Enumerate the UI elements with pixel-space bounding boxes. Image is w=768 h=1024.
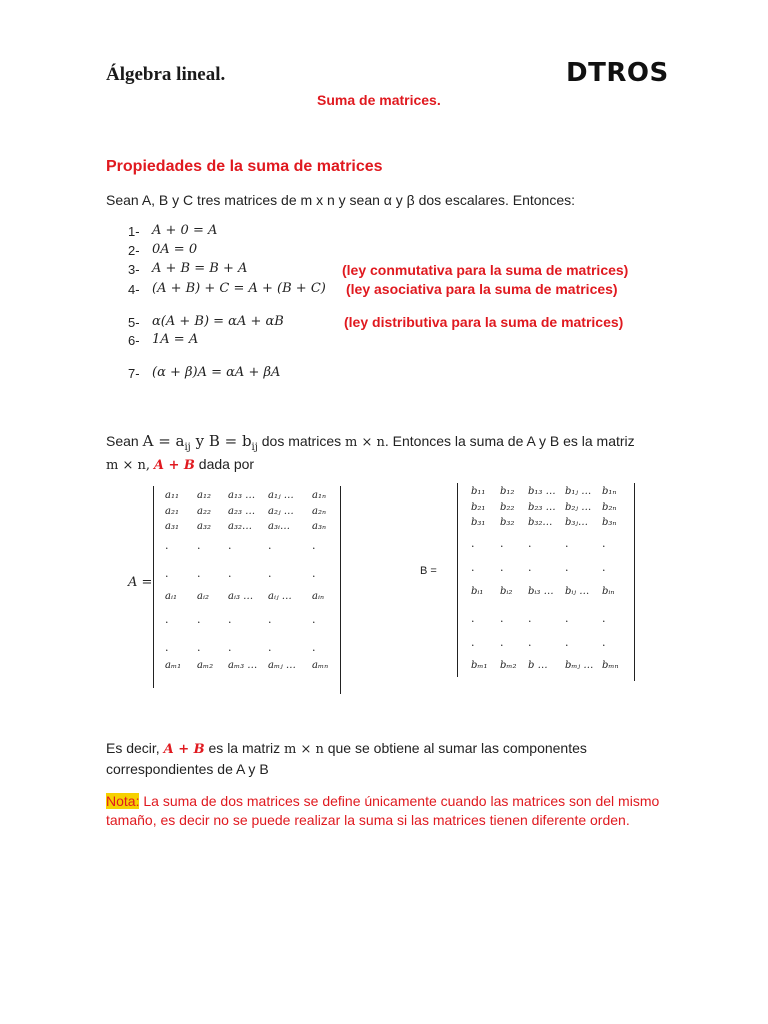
property-formula: (A + B) + C = A + (B + C) bbox=[152, 281, 326, 296]
matrix-b-cell: . bbox=[528, 537, 532, 550]
matrix-b-cell: . bbox=[500, 612, 504, 625]
matrix-b-cell: . bbox=[565, 636, 569, 649]
matrix-b-cell: . bbox=[471, 561, 475, 574]
matrix-a-cell: aᵢ₁ bbox=[165, 591, 177, 602]
matrix-a-cell: a₃₁ bbox=[165, 521, 179, 532]
matrix-a-cell: aᵢⱼ … bbox=[268, 591, 292, 602]
matrix-b-cell: . bbox=[528, 636, 532, 649]
definition-conjunction: y bbox=[190, 432, 209, 450]
conclusion-line-1 bbox=[106, 740, 587, 757]
matrix-b-cell: . bbox=[602, 636, 606, 649]
matrix-a-cell: a₁ₙ bbox=[312, 490, 327, 501]
matrix-a-cell: . bbox=[165, 613, 169, 626]
matrix-a-cell: aₘ₁ bbox=[165, 660, 182, 671]
matrix-a-cell: . bbox=[228, 567, 232, 580]
matrix-a-subscript: ij bbox=[184, 441, 191, 453]
property-formula: 0A = 0 bbox=[152, 242, 198, 257]
property-note: (ley conmutativa para la suma de matrices) bbox=[342, 262, 629, 278]
matrix-b-cell: b₂₂ bbox=[500, 502, 515, 513]
matrix-b-cell: bᵢ₁ bbox=[471, 586, 484, 597]
matrix-a-cell: aₘₙ bbox=[312, 660, 329, 671]
matrix-a-cell: aₘⱼ … bbox=[268, 660, 296, 671]
matrix-a-cell: a₁₃ … bbox=[228, 490, 256, 501]
matrix-a-cell: a₂ⱼ … bbox=[268, 506, 294, 517]
property-number: 4- bbox=[128, 282, 140, 297]
matrix-a-cell: aᵢ₂ bbox=[197, 591, 209, 602]
matrix-b-cell: bᵢ₂ bbox=[500, 586, 513, 597]
document-subtitle: Suma de matrices. bbox=[317, 92, 441, 108]
matrix-b-cell: . bbox=[500, 537, 504, 550]
conclusion-mid: es la matriz bbox=[204, 740, 284, 756]
conclusion-prefix: Es decir, bbox=[106, 740, 164, 756]
matrix-b-cell: . bbox=[602, 537, 606, 550]
matrix-b-cell: b₃₁ bbox=[471, 517, 486, 528]
matrix-b-cell: . bbox=[565, 612, 569, 625]
definition-prefix: Sean bbox=[106, 433, 143, 449]
matrix-b-cell: . bbox=[565, 561, 569, 574]
matrix-a-cell: . bbox=[197, 641, 201, 654]
definition-sum-label: A + B bbox=[153, 458, 195, 473]
matrix-b-right-bracket bbox=[634, 483, 635, 681]
definition-mxn: m × n bbox=[345, 435, 385, 450]
matrix-a-cell: . bbox=[312, 641, 316, 654]
matrix-b-cell: bₘ₁ bbox=[471, 660, 488, 671]
matrix-b-cell: . bbox=[471, 537, 475, 550]
definition-mid: dos matrices bbox=[257, 433, 345, 449]
matrix-a-cell: . bbox=[197, 539, 201, 552]
conclusion-line-2: correspondientes de A y B bbox=[106, 761, 269, 777]
matrix-a-cell: a₂ₙ bbox=[312, 506, 327, 517]
matrix-b-left-bracket bbox=[457, 483, 458, 677]
matrix-b-cell: b₂ⱼ … bbox=[565, 502, 592, 513]
matrix-b-cell: bₘₙ bbox=[602, 660, 619, 671]
matrix-a-cell: . bbox=[197, 613, 201, 626]
matrix-b-cell: b₁₂ bbox=[500, 486, 515, 497]
note-line-1 bbox=[106, 793, 659, 809]
matrix-a-left-bracket bbox=[153, 486, 154, 688]
conclusion-sum-label: A + B bbox=[163, 742, 205, 757]
definition-suffix: . Entonces la suma de A y B es la matriz bbox=[384, 433, 635, 449]
matrix-a-cell: . bbox=[312, 567, 316, 580]
matrix-a-cell: . bbox=[228, 641, 232, 654]
matrix-b-cell: b₃₂ bbox=[500, 517, 515, 528]
definition-line2-suffix: dada por bbox=[194, 456, 255, 472]
document-title: Álgebra lineal. bbox=[106, 64, 226, 85]
matrix-b-definition: B = b bbox=[208, 432, 252, 450]
matrix-b-cell: . bbox=[471, 612, 475, 625]
matrix-b-cell: . bbox=[528, 561, 532, 574]
property-formula: 1A = A bbox=[152, 332, 199, 347]
property-note: (ley distributiva para la suma de matrices) bbox=[344, 314, 624, 330]
matrix-b-cell: b₃ⱼ… bbox=[565, 517, 589, 528]
matrix-a-cell: a₃₂… bbox=[228, 521, 252, 532]
property-formula: α(A + B) = αA + αB bbox=[152, 314, 284, 329]
property-formula: A + B = B + A bbox=[152, 261, 248, 276]
matrix-a-cell: a₁ⱼ … bbox=[268, 490, 294, 501]
matrix-b-cell: bᵢₙ bbox=[602, 586, 615, 597]
matrix-a-cell: . bbox=[268, 567, 272, 580]
matrix-b-cell: b₁ⱼ … bbox=[565, 486, 592, 497]
matrix-b-cell: . bbox=[602, 561, 606, 574]
matrix-a-cell: . bbox=[228, 613, 232, 626]
matrix-b-cell: . bbox=[500, 636, 504, 649]
matrix-b-cell: b₃₂… bbox=[528, 517, 553, 528]
matrix-b-cell: b₁₁ bbox=[471, 486, 486, 497]
definition-line-2 bbox=[106, 456, 254, 473]
matrix-a-cell: . bbox=[197, 567, 201, 580]
matrix-a-cell: a₁₂ bbox=[197, 490, 211, 501]
matrix-b-cell: bₘ₂ bbox=[500, 660, 517, 671]
matrix-a-cell: a₃ₙ bbox=[312, 521, 327, 532]
matrix-a-cell: a₂₁ bbox=[165, 506, 179, 517]
conclusion-suffix: que se obtiene al sumar las componentes bbox=[323, 740, 587, 756]
matrix-b-cell: bₘⱼ … bbox=[565, 660, 594, 671]
matrix-b-cell: b₃ₙ bbox=[602, 517, 617, 528]
matrix-a-cell: a₂₃ … bbox=[228, 506, 256, 517]
matrix-b-cell: b₂₃ … bbox=[528, 502, 556, 513]
matrix-b-cell: b₂₁ bbox=[471, 502, 486, 513]
matrix-b-cell: . bbox=[500, 561, 504, 574]
property-note: (ley asociativa para la suma de matrices) bbox=[346, 281, 618, 297]
matrix-a-cell: . bbox=[268, 641, 272, 654]
matrix-a-cell: a₂₂ bbox=[197, 506, 211, 517]
section-heading: Propiedades de la suma de matrices bbox=[106, 158, 383, 175]
matrix-a-cell: a₁₁ bbox=[165, 490, 179, 501]
brand-logo: DTROS bbox=[566, 58, 669, 88]
conclusion-mxn: m × n bbox=[283, 742, 324, 757]
matrix-a-cell: . bbox=[312, 539, 316, 552]
property-number: 1- bbox=[128, 224, 140, 239]
property-formula: A + 0 = A bbox=[152, 223, 218, 238]
matrix-a-label: A = bbox=[128, 575, 153, 590]
property-number: 3- bbox=[128, 262, 140, 277]
property-number: 7- bbox=[128, 366, 140, 381]
matrix-b-cell: . bbox=[602, 612, 606, 625]
matrix-b-subscript: ij bbox=[251, 441, 258, 453]
note-label: Nota: bbox=[106, 793, 140, 809]
matrix-b-cell: b₂ₙ bbox=[602, 502, 617, 513]
matrix-b-label: B = bbox=[420, 565, 437, 577]
matrix-b-cell: b₁ₙ bbox=[602, 486, 617, 497]
matrix-a-cell: . bbox=[312, 613, 316, 626]
property-number: 5- bbox=[128, 315, 140, 330]
matrix-a-cell: . bbox=[268, 539, 272, 552]
matrix-b-cell: bᵢ₃ … bbox=[528, 586, 554, 597]
matrix-b-cell: b … bbox=[528, 660, 548, 671]
note-text: La suma de dos matrices se define únicamente cuando las matrices son del mismo bbox=[139, 793, 660, 809]
matrix-a-cell: . bbox=[268, 613, 272, 626]
definition-line-1 bbox=[106, 432, 635, 453]
definition-line2-mxn: m × n, bbox=[106, 458, 150, 473]
matrix-a-cell: . bbox=[165, 641, 169, 654]
matrix-a-cell: aᵢₙ bbox=[312, 591, 325, 602]
property-formula: (α + β)A = αA + βA bbox=[152, 365, 281, 380]
matrix-a-cell: a₃ᵢ… bbox=[268, 521, 290, 532]
matrix-b-cell: . bbox=[565, 537, 569, 550]
matrix-a-cell: aₘ₂ bbox=[197, 660, 214, 671]
matrix-b-cell: . bbox=[528, 612, 532, 625]
matrix-b-cell: . bbox=[471, 636, 475, 649]
matrix-a-cell: . bbox=[165, 567, 169, 580]
matrix-a-definition: A = a bbox=[142, 432, 185, 450]
matrix-b-cell: bᵢⱼ … bbox=[565, 586, 590, 597]
matrix-a-cell: aᵢ₃ … bbox=[228, 591, 254, 602]
intro-paragraph: Sean A, B y C tres matrices de m x n y sean α y β dos escalares. Entonces: bbox=[106, 192, 576, 208]
note-line-2: tamaño, es decir no se puede realizar la suma si las matrices tienen diferente orden. bbox=[106, 812, 630, 828]
property-number: 6- bbox=[128, 333, 140, 348]
matrix-a-cell: a₃₂ bbox=[197, 521, 211, 532]
matrix-a-right-bracket bbox=[340, 486, 341, 694]
matrix-a-cell: . bbox=[228, 539, 232, 552]
matrix-b-cell: b₁₃ … bbox=[528, 486, 556, 497]
property-number: 2- bbox=[128, 243, 140, 258]
matrix-a-cell: . bbox=[165, 539, 169, 552]
matrix-a-cell: aₘ₃ … bbox=[228, 660, 258, 671]
